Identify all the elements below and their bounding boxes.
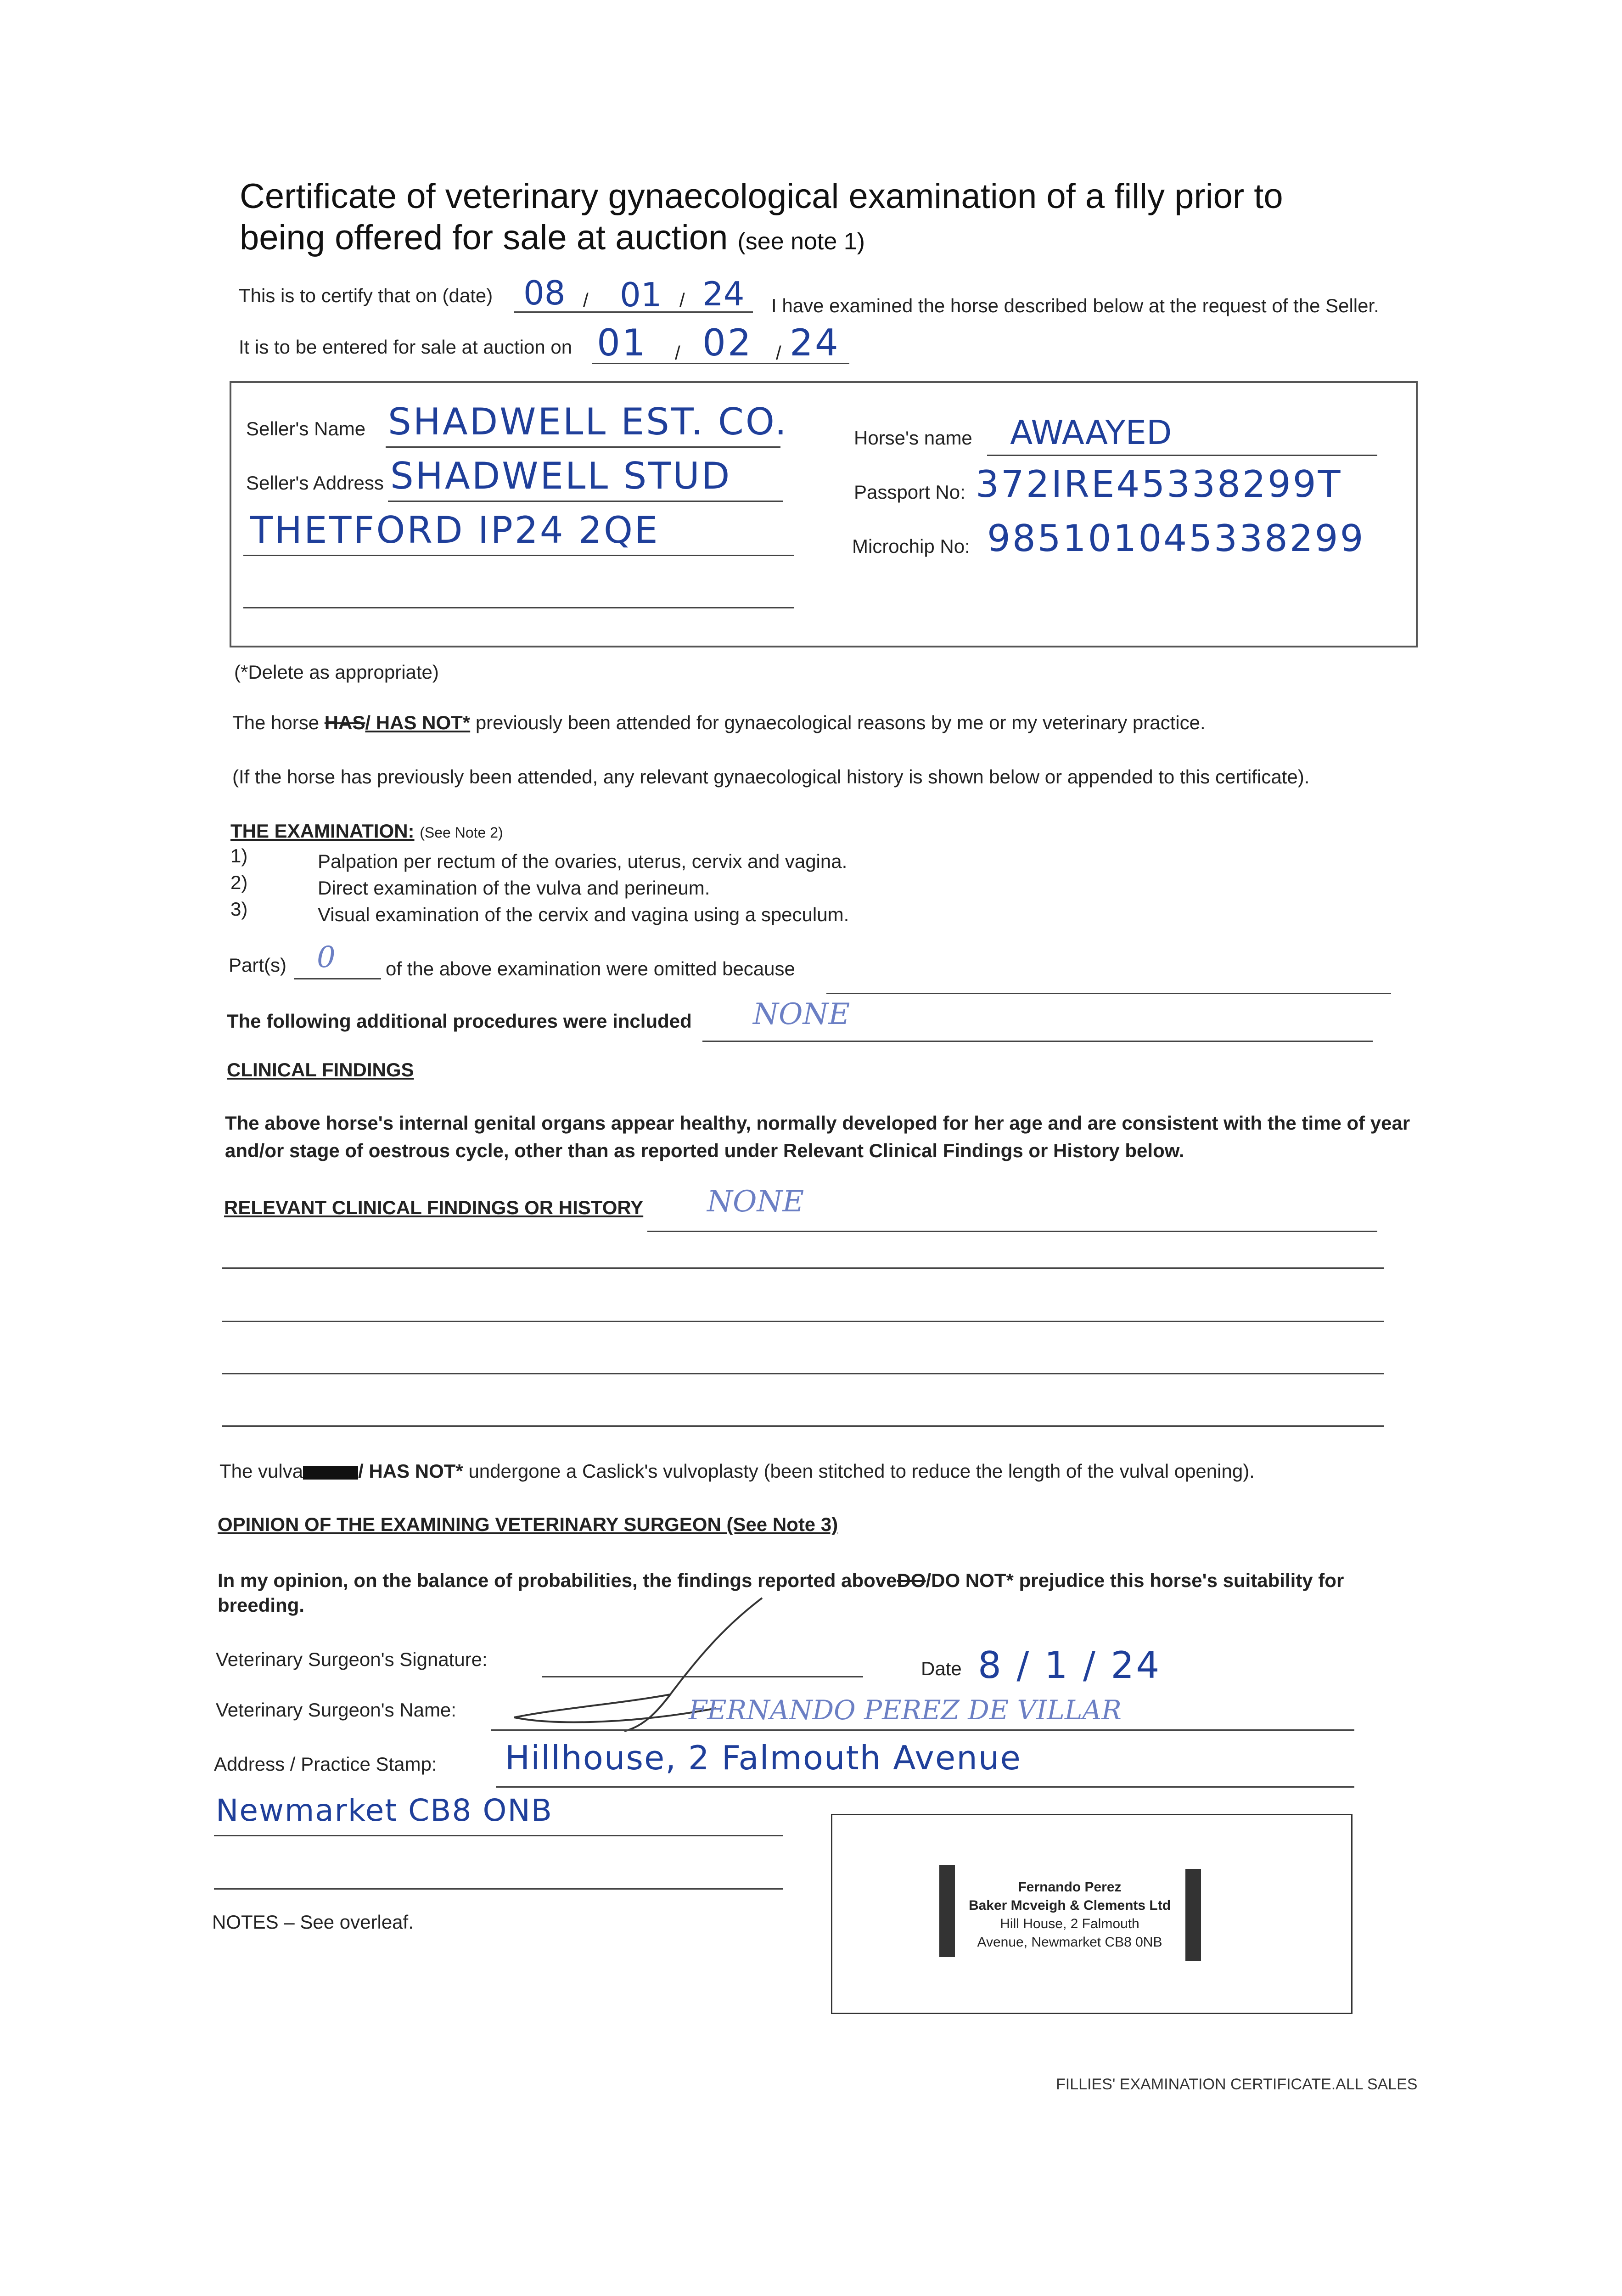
vulva-statement [219, 1460, 1255, 1482]
omitted-parts-line [294, 978, 381, 979]
address-stamp-label: Address / Practice Stamp: [214, 1753, 437, 1775]
attended-statement [232, 712, 1206, 734]
surgeon-name-value: FERNANDO PEREZ DE VILLAR [689, 1694, 1122, 1726]
exam-item-3-num: 3) [230, 898, 248, 920]
exam-item-1-num: 1) [230, 845, 248, 867]
surgeon-name-label: Veterinary Surgeon's Name: [216, 1699, 456, 1721]
attended-kept-option: / HAS NOT* [365, 712, 471, 733]
findings-line-4 [222, 1373, 1384, 1374]
vulva-kept-option: / HAS NOT* [358, 1460, 463, 1482]
relevant-findings-value: NONE [707, 1185, 804, 1219]
passport-value: 372IRE45338299T [976, 463, 1342, 506]
seller-name-line [386, 446, 780, 448]
seller-name-value: SHADWELL EST. CO. [388, 400, 789, 443]
signature-label: Veterinary Surgeon's Signature: [216, 1649, 488, 1670]
certify-suffix: I have examined the horse described below at the request of the Seller. [771, 295, 1379, 316]
passport-label: Passport No: [854, 481, 965, 503]
attended-prefix: The horse [232, 712, 320, 733]
stamp-line1: Fernando Perez [1018, 1880, 1122, 1895]
sale-date-slash2: / [776, 342, 781, 364]
horse-name-label: Horse's name [854, 427, 972, 449]
certificate-title-line2 [240, 216, 865, 264]
examination-heading-note: (See Note 2) [420, 824, 503, 841]
certify-prefix: This is to certify that on (date) [239, 285, 493, 306]
opinion-heading: OPINION OF THE EXAMINING VETERINARY SURGEON (See Note 3) [218, 1514, 838, 1535]
attended-suffix: previously been attended for gynaecological reasons by me or my veterinary practice. [475, 712, 1206, 733]
sale-date-day: 01 [597, 321, 647, 364]
sale-date-month: 02 [702, 321, 753, 364]
omitted-prefix: Part(s) [229, 954, 286, 976]
additional-procedures-line [702, 1041, 1373, 1042]
notes-see-overleaf: NOTES – See overleaf. [212, 1911, 414, 1933]
seller-address-line3-rule [243, 607, 794, 608]
signature-date-value: 8 / 1 / 24 [978, 1644, 1162, 1687]
seller-address-line1: SHADWELL STUD [390, 455, 732, 497]
sale-prefix: It is to be entered for sale at auction on [239, 336, 572, 358]
microchip-label: Microchip No: [852, 535, 970, 557]
findings-line-1 [647, 1231, 1377, 1232]
surgeon-name-line [491, 1729, 1354, 1731]
form-identifier: FILLIES' EXAMINATION CERTIFICATE.ALL SALES [1056, 2076, 1418, 2093]
surgeon-address-line1: Hillhouse, 2 Falmouth Avenue [505, 1739, 1021, 1777]
additional-procedures-value: NONE [753, 997, 850, 1031]
exam-date-slash1: / [583, 289, 589, 311]
opinion-struck-option: DO [897, 1570, 926, 1591]
omitted-parts-value: 0 [317, 940, 336, 974]
seller-address-line2-rule [243, 555, 794, 556]
title-line2-text: being offered for sale at auction [240, 218, 728, 257]
delete-note: (*Delete as appropriate) [234, 661, 439, 683]
findings-line-2 [222, 1267, 1384, 1269]
address-line-3 [214, 1888, 783, 1890]
stamp-line4: Avenue, Newmarket CB8 0NB [977, 1935, 1162, 1950]
address-line-2 [214, 1835, 783, 1836]
microchip-value: 985101045338299 [987, 517, 1365, 560]
vulva-suffix: undergone a Caslick's vulvoplasty (been stitched to reduce the length of the vulval opening). [468, 1460, 1255, 1482]
address-line-1 [496, 1786, 1354, 1788]
practice-stamp [955, 1878, 1184, 1952]
examination-heading [230, 820, 503, 842]
seller-address-line2: THETFORD IP24 2QE [250, 509, 660, 551]
surgeon-address-line2: Newmarket CB8 ONB [216, 1793, 553, 1828]
clinical-statement-line1: The above horse's internal genital organs appear healthy, normally developed for her age and are consistent with the time of year [225, 1112, 1410, 1134]
vulva-prefix: The vulva [219, 1460, 303, 1482]
stamp-line3: Hill House, 2 Falmouth [1000, 1916, 1139, 1931]
findings-line-3 [222, 1321, 1384, 1322]
horse-name-value: AWAAYED [1010, 413, 1172, 452]
clinical-statement-line2: and/or stage of oestrous cycle, other than as reported under Relevant Clinical Findings or History below. [225, 1140, 1184, 1161]
seller-address-label: Seller's Address [246, 472, 384, 494]
date-label: Date [921, 1658, 962, 1679]
exam-date-day: 08 [523, 274, 566, 312]
horse-name-line [987, 455, 1377, 456]
exam-item-2-text: Direct examination of the vulva and perineum. [318, 877, 710, 899]
stamp-line2: Baker Mcveigh & Clements Ltd [968, 1898, 1171, 1913]
exam-item-2-num: 2) [230, 872, 248, 893]
findings-line-5 [222, 1425, 1384, 1427]
additional-procedures-label: The following additional procedures were included [227, 1010, 692, 1032]
history-note: (If the horse has previously been attended, any relevant gynaecological history is shown below or appended to this certificate). [232, 766, 1310, 788]
relevant-findings-label: RELEVANT CLINICAL FINDINGS OR HISTORY [224, 1197, 644, 1218]
opinion-line1-prefix: In my opinion, on the balance of probabilities, the findings reported above [218, 1570, 897, 1591]
exam-item-3-text: Visual examination of the cervix and vagina using a speculum. [318, 904, 849, 925]
stamp-left-bar [939, 1865, 955, 1957]
sale-date-slash1: / [675, 342, 680, 364]
opinion-line1-suffix: /DO NOT* prejudice this horse's suitability for [926, 1570, 1344, 1591]
examination-heading-text: THE EXAMINATION: [230, 820, 415, 842]
attended-struck-option: HAS [324, 712, 365, 733]
stamp-right-bar [1185, 1869, 1201, 1961]
omitted-reason-line [826, 993, 1391, 994]
redaction-mark [303, 1466, 358, 1480]
exam-item-1-text: Palpation per rectum of the ovaries, uterus, cervix and vagina. [318, 850, 847, 872]
exam-date-month: 01 [620, 276, 662, 314]
seller-name-label: Seller's Name [246, 418, 366, 439]
opinion-line2: breeding. [218, 1594, 305, 1616]
certificate-title-line1: Certificate of veterinary gynaecological examination of a filly prior to [240, 177, 1283, 216]
exam-date-year: 24 [702, 275, 745, 313]
clinical-findings-heading: CLINICAL FINDINGS [227, 1059, 414, 1080]
omitted-suffix: of the above examination were omitted because [386, 958, 795, 979]
seller-address-line1-rule [388, 501, 783, 502]
title-note: (see note 1) [737, 228, 865, 255]
sale-date-year: 24 [790, 321, 840, 364]
exam-date-slash2: / [679, 289, 685, 311]
opinion-line1 [218, 1570, 1344, 1592]
